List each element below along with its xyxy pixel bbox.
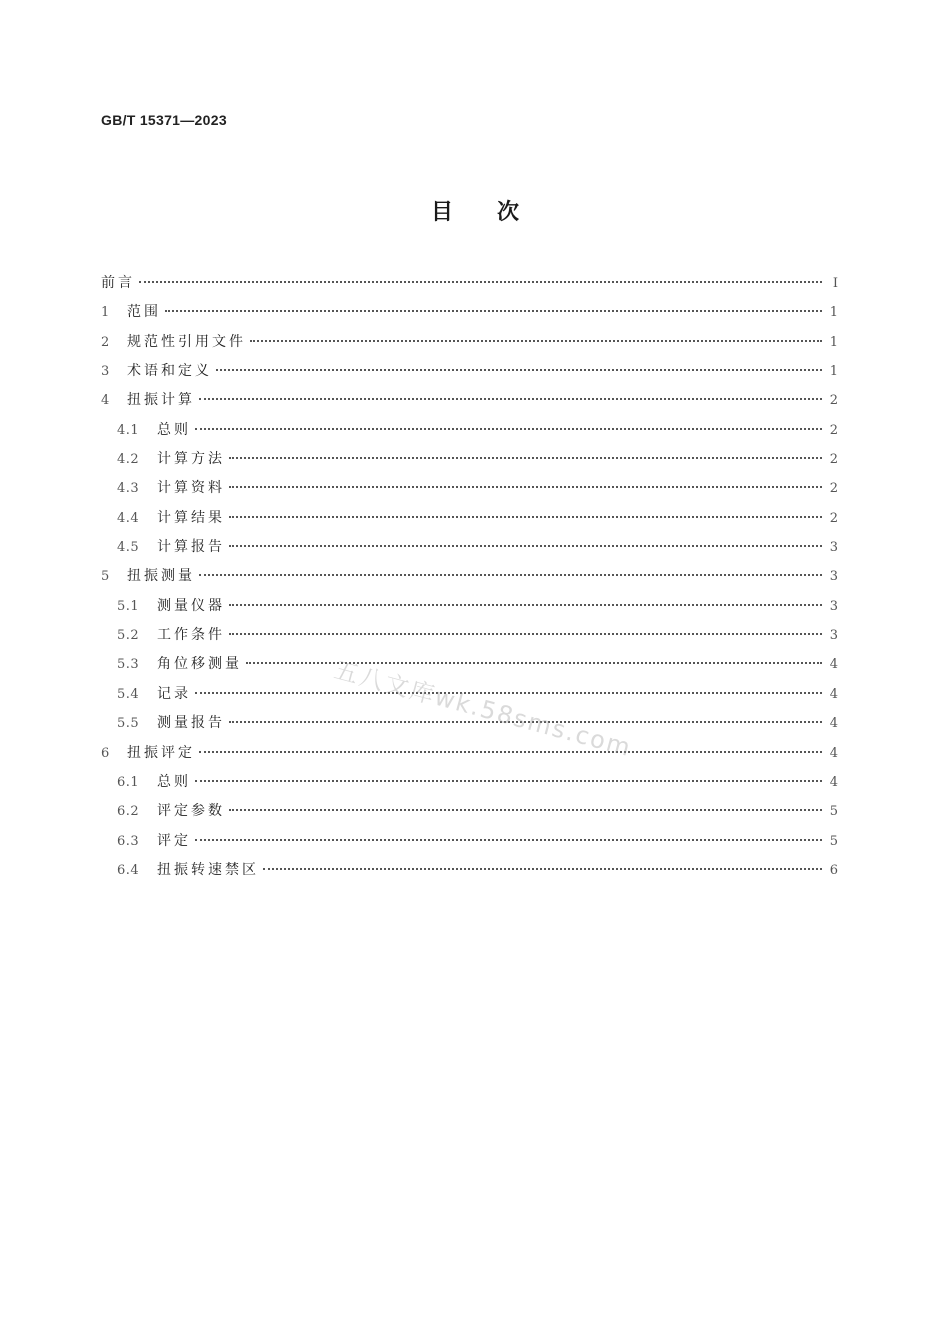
toc-entry-number: 2 — [101, 334, 110, 350]
toc-entry-title: 测量仪器 — [157, 597, 225, 614]
toc-leader-dots — [195, 692, 822, 694]
toc-entry-page: Ⅰ — [832, 276, 838, 291]
toc-entry-page: 2 — [829, 393, 838, 409]
toc-entry[interactable] — [101, 739, 838, 768]
toc-entry-title: 总则 — [157, 421, 191, 438]
toc-leader-dots — [246, 662, 822, 664]
toc-entry[interactable] — [101, 269, 838, 298]
toc-entry[interactable] — [101, 386, 838, 415]
toc-entry-number: 6.2 — [117, 804, 140, 820]
toc-entry-page: 2 — [829, 481, 838, 497]
toc-entry-title: 扭振测量 — [127, 568, 195, 585]
toc-entry-number: 6.3 — [117, 833, 140, 849]
toc-entry-title: 扭振转速禁区 — [157, 861, 259, 878]
toc-entry-number: 1 — [101, 305, 110, 321]
toc-entry-page: 3 — [829, 628, 838, 644]
toc-entry-page: 2 — [829, 510, 838, 526]
toc-entry[interactable] — [101, 797, 838, 826]
page-title: 目次 — [430, 200, 563, 225]
toc-leader-dots — [229, 486, 822, 488]
toc-entry-number: 4.4 — [117, 510, 140, 526]
toc-entry-number: 4.1 — [117, 422, 140, 438]
toc-entry-title: 记录 — [157, 685, 191, 702]
toc-entry-number: 4.5 — [117, 540, 140, 556]
toc-entry-number: 5.3 — [117, 657, 140, 673]
toc-entry-page: 4 — [829, 774, 838, 790]
toc-entry-page: 3 — [829, 540, 838, 556]
table-of-contents — [101, 269, 838, 885]
toc-entry-page: 4 — [829, 657, 838, 673]
toc-entry[interactable] — [101, 562, 838, 591]
toc-entry-number: 4 — [101, 393, 110, 409]
toc-entry-title: 角位移测量 — [157, 656, 242, 673]
toc-leader-dots — [216, 369, 822, 371]
toc-leader-dots — [229, 809, 822, 811]
toc-entry[interactable] — [101, 416, 838, 445]
toc-entry-title: 评定参数 — [157, 803, 225, 820]
toc-entry-number: 6.4 — [117, 862, 140, 878]
toc-entry[interactable] — [101, 357, 838, 386]
toc-entry-number: 5.2 — [117, 628, 140, 644]
toc-entry[interactable] — [101, 768, 838, 797]
toc-entry-title: 前言 — [101, 275, 135, 291]
toc-entry-title: 术语和定义 — [127, 363, 212, 380]
toc-leader-dots — [165, 310, 822, 312]
toc-entry-number: 3 — [101, 364, 110, 380]
toc-entry-page: 4 — [829, 686, 838, 702]
toc-entry-title: 扭振计算 — [127, 392, 195, 409]
toc-leader-dots — [250, 340, 822, 342]
toc-entry[interactable] — [101, 298, 838, 327]
toc-leader-dots — [229, 633, 822, 635]
toc-entry-page: 2 — [829, 452, 838, 468]
toc-entry-title: 工作条件 — [157, 627, 225, 644]
toc-entry-title: 评定 — [157, 832, 191, 849]
toc-entry-number: 6.1 — [117, 774, 140, 790]
toc-entry[interactable] — [101, 856, 838, 885]
toc-entry[interactable] — [101, 650, 838, 679]
toc-entry[interactable] — [101, 827, 838, 856]
toc-entry[interactable] — [101, 445, 838, 474]
toc-entry-page: 5 — [829, 804, 838, 820]
toc-leader-dots — [195, 839, 822, 841]
toc-entry-number: 5 — [101, 569, 110, 585]
watermark: 五八文库wk.58sms.com — [331, 655, 635, 763]
toc-entry-number: 5.4 — [117, 686, 140, 702]
toc-entry-title: 规范性引用文件 — [127, 333, 246, 350]
toc-entry-title: 测量报告 — [157, 715, 225, 732]
toc-entry-title: 总则 — [157, 773, 191, 790]
toc-leader-dots — [229, 457, 822, 459]
toc-leader-dots — [139, 281, 822, 283]
toc-entry-number: 4.3 — [117, 481, 140, 497]
toc-entry[interactable] — [101, 621, 838, 650]
toc-entry[interactable] — [101, 504, 838, 533]
toc-entry-page: 6 — [829, 862, 838, 878]
toc-entry-title: 计算报告 — [157, 539, 225, 556]
toc-leader-dots — [263, 868, 822, 870]
toc-leader-dots — [199, 574, 822, 576]
toc-entry-title: 计算结果 — [157, 509, 225, 526]
toc-entry-page: 4 — [829, 716, 838, 732]
document-code: GB/T 15371—2023 — [101, 112, 227, 128]
toc-entry[interactable] — [101, 680, 838, 709]
toc-entry-page: 3 — [829, 598, 838, 614]
toc-entry-page: 1 — [829, 334, 838, 350]
toc-leader-dots — [195, 780, 822, 782]
toc-entry-number: 4.2 — [117, 452, 140, 468]
toc-leader-dots — [229, 604, 822, 606]
toc-entry[interactable] — [101, 533, 838, 562]
toc-leader-dots — [195, 428, 822, 430]
toc-entry-number: 5.1 — [117, 598, 140, 614]
toc-entry-page: 1 — [829, 364, 838, 380]
toc-entry-page: 3 — [829, 569, 838, 585]
toc-entry-number: 5.5 — [117, 716, 140, 732]
toc-entry[interactable] — [101, 592, 838, 621]
toc-leader-dots — [229, 721, 822, 723]
toc-entry-page: 2 — [829, 422, 838, 438]
toc-entry-number: 6 — [101, 745, 110, 761]
toc-leader-dots — [229, 516, 822, 518]
toc-entry-page: 1 — [829, 305, 838, 321]
toc-entry[interactable] — [101, 474, 838, 503]
toc-entry-title: 计算资料 — [157, 480, 225, 497]
toc-entry-page: 5 — [829, 833, 838, 849]
toc-entry-title: 扭振评定 — [127, 744, 195, 761]
toc-leader-dots — [199, 751, 822, 753]
toc-entry[interactable] — [101, 328, 838, 357]
toc-entry-title: 计算方法 — [157, 451, 225, 468]
toc-entry[interactable] — [101, 709, 838, 738]
toc-entry-page: 4 — [829, 745, 838, 761]
toc-entry-title: 范围 — [127, 304, 161, 321]
toc-leader-dots — [229, 545, 822, 547]
toc-leader-dots — [199, 398, 822, 400]
